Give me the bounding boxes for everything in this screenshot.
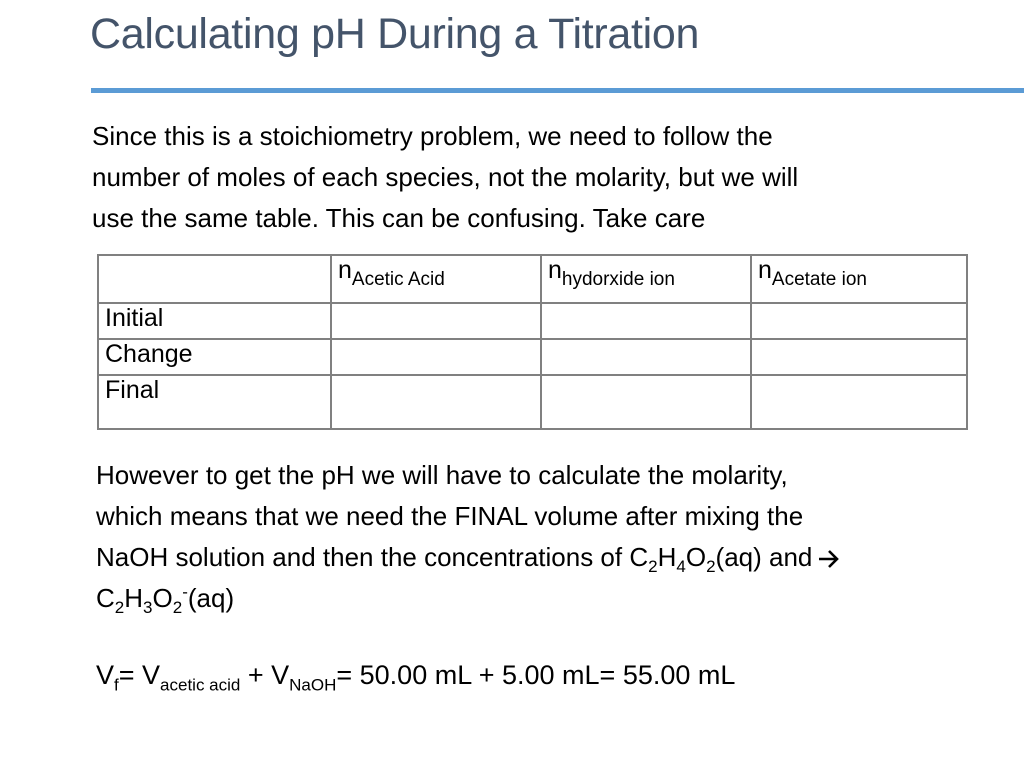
- intro-line-2: number of moles of each species, not the molarity, but we will: [92, 162, 799, 192]
- table-cell: [751, 303, 967, 339]
- table-cell: [751, 375, 967, 429]
- table-corner-cell: [98, 255, 331, 303]
- followup-line-2: which means that we need the FINAL volume after mixing the: [96, 501, 804, 531]
- table-cell: [331, 339, 541, 375]
- final-volume-equation: $V_f= V_{acetic acid} + V_{NaOH}= 50.00$ mL + 5.00 mL= 55.00 mL: [96, 660, 736, 695]
- table-cell: [541, 303, 751, 339]
- header-acetic-acid: $n_{Acetic Acid}$: [331, 255, 541, 303]
- followup-line-4: $C_2H_3O_2^-(aq)$: [96, 582, 235, 618]
- followup-paragraph: [96, 455, 840, 619]
- row-label-change: Change: [98, 339, 331, 375]
- table-row: [98, 375, 967, 429]
- row-label-initial: Initial: [98, 303, 331, 339]
- right-arrow-icon: [818, 549, 840, 569]
- table-cell: [331, 303, 541, 339]
- table-row: [98, 303, 967, 339]
- header-hydroxide-ion: $n_{hydorxide ion}$: [541, 255, 751, 303]
- table-cell: [541, 375, 751, 429]
- title-divider: [91, 88, 1024, 93]
- followup-line-1: However to get the pH we will have to calculate the molarity,: [96, 460, 788, 490]
- slide-title: Calculating pH During a Titration: [90, 10, 700, 58]
- intro-line-3: use the same table. This can be confusing. Take care: [92, 203, 706, 233]
- table-cell: [331, 375, 541, 429]
- table-cell: [541, 339, 751, 375]
- row-label-final: Final: [98, 375, 331, 429]
- table-row: [98, 339, 967, 375]
- header-acetate-ion: $n_{Acetate ion}$: [751, 255, 967, 303]
- intro-line-1: Since this is a stoichiometry problem, we need to follow the: [92, 121, 773, 151]
- followup-line-3: NaOH solution and then the concentrations of $C_2H_4O_2(aq)$ and: [96, 537, 840, 578]
- table-cell: [751, 339, 967, 375]
- intro-paragraph: [92, 116, 798, 239]
- table-header-row: [98, 255, 967, 303]
- ice-table: [97, 254, 968, 430]
